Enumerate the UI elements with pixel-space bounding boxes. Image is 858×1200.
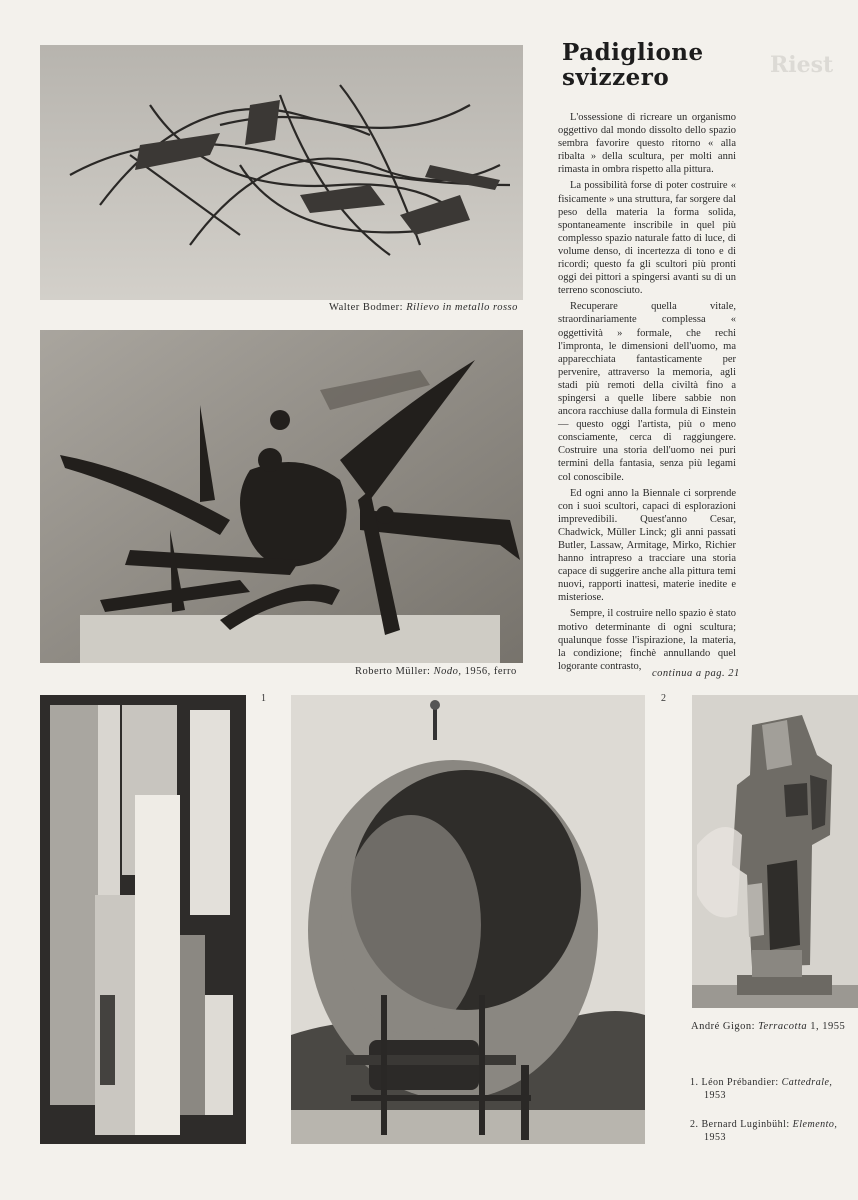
article-paragraph: Sempre, il costruire nello spazio è stato motivo determinante di ogni scultura; qualunque fosse l'ispirazione, la materia, la condizione; finchè annullando quel logorante contrasto, <box>558 608 736 672</box>
caption-gigon: André Gigon: Terracotta 1, 1955 <box>691 1021 846 1032</box>
page-title <box>562 40 762 90</box>
article-paragraph: L'ossessione di ricreare un organismo oggettivo dal mondo dissolto dello spazio sembra favorire questo ritorno « alla ribalta » della scultura, per molti anni rimasta in ombra rispetto alla pittura. <box>558 112 736 176</box>
photo-prebandier-cattedrale <box>40 695 246 1144</box>
title-line-1: Padiglione <box>562 39 704 66</box>
plate-number-1: 1 <box>261 693 266 704</box>
bleed-through-title: Riest <box>770 52 834 78</box>
article-paragraph: La possibilità forse di poter costruire « fisicamente » una struttura, far sorgere dal peso della materia la forma solida, spontaneamente inscribile in quel più complesso spazio naturale fatto di luce, di volume denso, di incertezza di tono e di ricordi; questo fa gli scultori più pronti oggi dei pittori a spingersi avanti su di un terreno sconosciuto. <box>558 180 736 297</box>
article-paragraph: Recuperare quella vitale, straordinariamente complessa « oggettività » formale, che rechi l'impronta, le dimensioni dell'uomo, ma apparecchiata fantasticamente per pervenire, attraverso la memoria, agli stadi più remoti della civiltà fino a spingersi a quelle libere sabbie non ancora racchiuse dalla formula di Einstein — questo oggi l'artista, più o meno consciamente, cerca di raggiungere. Costruire una storia dell'uomo nei puri termini della fantasia, senza più legami col conoscibile. <box>558 301 736 483</box>
photo-bodmer-relief <box>40 45 523 300</box>
plate-number-2: 2 <box>661 693 666 704</box>
legend-item-2: 2. Bernard Luginbühl: Elemento, 1953 <box>690 1119 838 1143</box>
photo-gigon-terracotta <box>692 695 858 1008</box>
article-paragraph: Ed ogni anno la Biennale ci sorprende con i suoi scultori, capaci di esplorazioni imprevedibili. Quest'anno Cesar, Chadwick, Müller Linck; gli anni passati Butler, Lassaw, Armitage, Mirko, Richier hanno intrapreso a tracciare una storia capace di suggerire anche alla pittura temi nuovi, rapporti inattesi, materie inedite e misteriose. <box>558 487 736 604</box>
caption-muller: Roberto Müller: Nodo, 1956, ferro <box>355 666 517 677</box>
article-body <box>558 111 736 676</box>
caption-bodmer: Walter Bodmer: Rilievo in metallo rosso <box>329 302 518 313</box>
photo-muller-nodo <box>40 330 523 663</box>
legend-item-1: 1. Léon Prébandier: Cattedrale, 1953 <box>690 1077 833 1101</box>
title-line-2: svizzero <box>562 64 670 91</box>
photo-luginbuhl-elemento <box>291 695 645 1144</box>
continued-note: continua a pag. 21 <box>652 668 740 679</box>
